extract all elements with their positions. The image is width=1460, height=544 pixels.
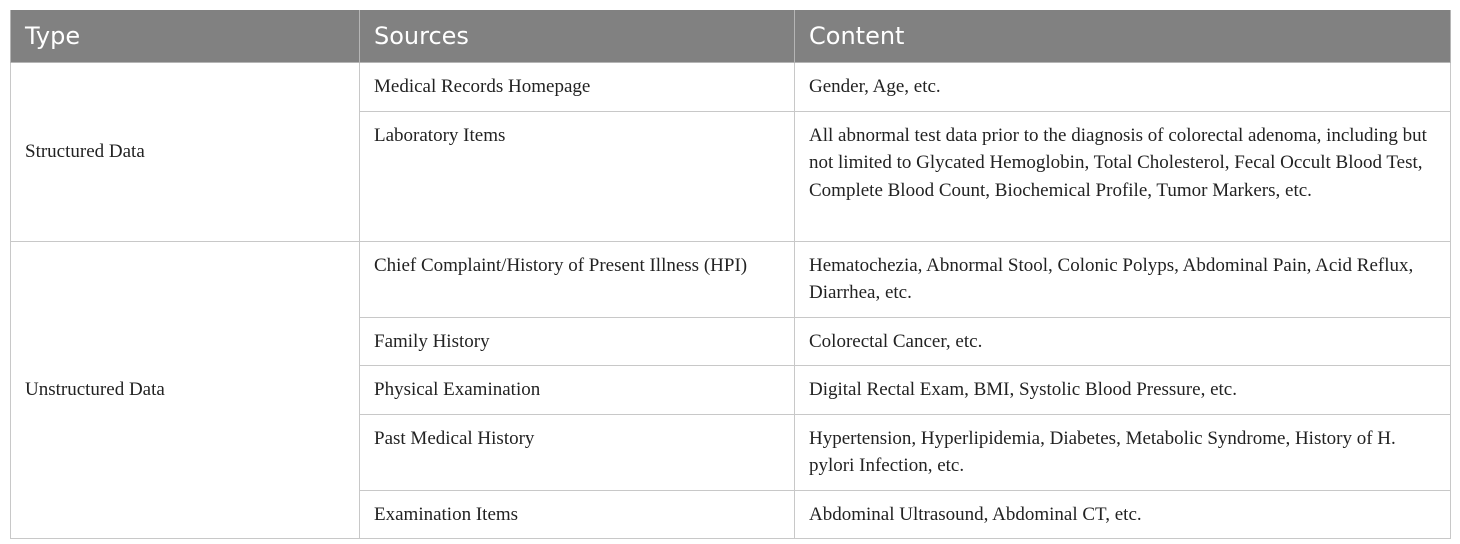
source-cell: Medical Records Homepage (360, 63, 795, 112)
data-sources-table (10, 10, 1451, 539)
source-cell: Chief Complaint/History of Present Illness (HPI) (360, 241, 795, 317)
content-cell: Gender, Age, etc. (795, 63, 1451, 112)
source-cell: Family History (360, 317, 795, 366)
table-row (11, 241, 1451, 317)
content-cell: Abdominal Ultrasound, Abdominal CT, etc. (795, 490, 1451, 539)
content-cell: All abnormal test data prior to the diagnosis of colorectal adenoma, including but not limited to Glycated Hemoglobin, Total Cholesterol, Fecal Occult Blood Test, Complete Blood Count, Biochemical Profile, Tumor Markers, etc. (795, 111, 1451, 241)
header-sources: Sources (360, 10, 795, 63)
type-cell-unstructured: Unstructured Data (11, 241, 360, 539)
content-cell: Colorectal Cancer, etc. (795, 317, 1451, 366)
content-cell: Hypertension, Hyperlipidemia, Diabetes, Metabolic Syndrome, History of H. pylori Infection, etc. (795, 414, 1451, 490)
type-cell-structured: Structured Data (11, 63, 360, 242)
header-type: Type (11, 10, 360, 63)
source-cell: Examination Items (360, 490, 795, 539)
content-cell: Hematochezia, Abnormal Stool, Colonic Polyps, Abdominal Pain, Acid Reflux, Diarrhea, etc. (795, 241, 1451, 317)
content-cell: Digital Rectal Exam, BMI, Systolic Blood Pressure, etc. (795, 366, 1451, 415)
header-row (11, 10, 1451, 63)
source-cell: Past Medical History (360, 414, 795, 490)
header-content: Content (795, 10, 1451, 63)
source-cell: Laboratory Items (360, 111, 795, 241)
source-cell: Physical Examination (360, 366, 795, 415)
table-row (11, 63, 1451, 112)
